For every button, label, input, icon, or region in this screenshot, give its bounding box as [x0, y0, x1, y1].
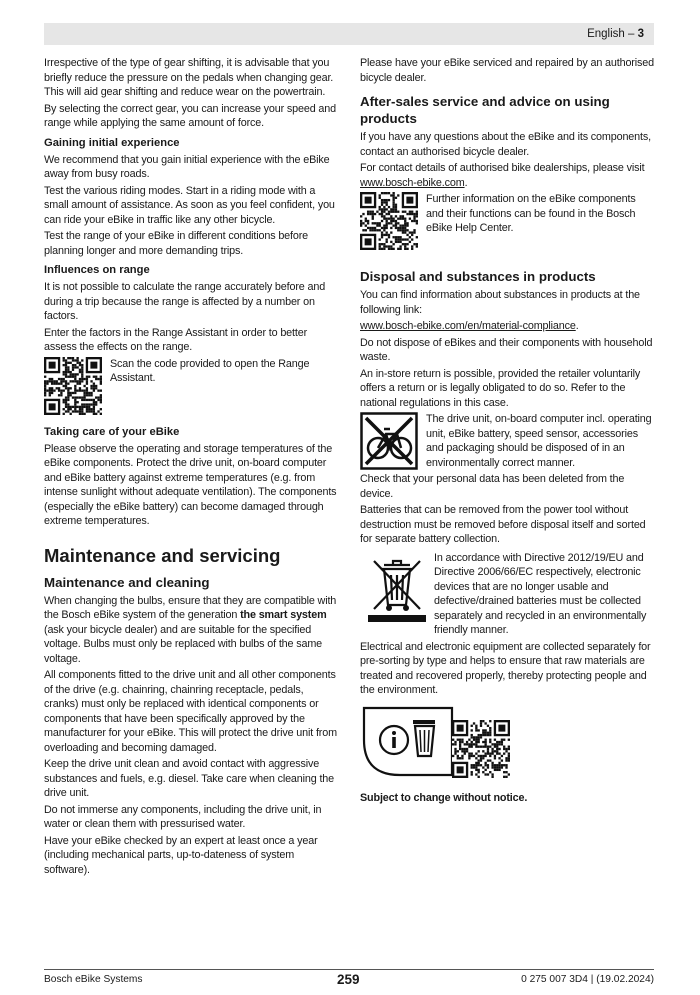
cleaning-paragraph-4: Do not immerse any components, including the drive unit, in water or clean them with pressurised water. — [44, 803, 322, 830]
disposal-paragraph-1: You can find information about substances in products at the following link: — [360, 289, 640, 316]
service-paragraph: Please have your eBike serviced and repaired by an authorised bicycle dealer. — [360, 57, 654, 84]
footer-document-ref: 0 275 007 3D4 | (19.02.2024) — [521, 974, 654, 985]
disposal-paragraph-3: An in-store return is possible, provided the retailer voluntarily offers a return or is legally obligated to do so. Refer to the national regulations in this case. — [360, 367, 641, 409]
range-qr-text: Scan the code provided to open the Range Assistant. — [110, 357, 310, 384]
range-assistant-qr-code-icon[interactable] — [44, 357, 102, 415]
care-paragraph: Please observe the operating and storage temperatures of the eBike components. Protect the drive unit, on-board computer and eBike battery against extreme temperatures (e.g. from intense sunlight without adequate ventilation). The components (especially the eBike battery) can become damaged through extreme temperatures. — [44, 442, 337, 527]
disposal-paragraph-4: Check that your personal data has been deleted from the device. — [360, 473, 625, 500]
range-paragraph-2: Enter the factors in the Range Assistant in order to better assess the effects on the range. — [44, 326, 308, 353]
aftersales-paragraph-2: For contact details of authorised bike dealerships, please visit www.bosch-ebike.com. — [360, 162, 645, 189]
intro-paragraph-2: By selecting the correct gear, you can increase your speed and range while applying the same amount of force. — [44, 102, 336, 129]
cleaning-paragraph-1: When changing the bulbs, ensure that they are compatible with the Bosch eBike system of the generation the smart system (ask your bicycle dealer) and are suitable for the specified voltage. Bulbs must only be replaced with bulbs of the same voltage. — [44, 594, 337, 665]
footer-brand: Bosch eBike Systems — [44, 974, 143, 985]
bosch-ebike-link[interactable]: www.bosch-ebike.com — [360, 176, 465, 189]
experience-paragraph-1: We recommend that you gain initial experience with the eBike away from busy roads. — [44, 153, 330, 180]
disposal-paragraph-6: Electrical and electronic equipment are collected separately for pre-sorting by type and helps to ensure that raw materials are treated and recovered properly, thereby protecting people and the environment. — [360, 640, 651, 696]
disposal-paragraph-2: Do not dispose of eBikes and their components with household waste. — [360, 336, 653, 363]
no-household-waste-ebike-icon — [360, 412, 418, 470]
experience-paragraph-2: Test the various riding modes. Start in a riding mode with a small amount of assistance. As soon as you feel confident, you can ride your eBike in traffic like any other bicycle. — [44, 184, 335, 226]
footer-page-number: 259 — [337, 972, 360, 987]
experience-heading: Gaining initial experience — [44, 136, 180, 149]
maintenance-title: Maintenance and servicing — [44, 544, 281, 566]
header-language: English — [587, 28, 625, 40]
material-compliance-link[interactable]: www.bosch-ebike.com/en/material-compliance — [360, 320, 576, 332]
weee-directive-text: In accordance with Directive 2012/19/EU and Directive 2006/66/EC respectively, electronic devices that are no longer usable and defective/drained batteries must be collected separately and recycled in an environmentally friendly manner. — [434, 551, 647, 636]
header-page-number: 3 — [637, 28, 644, 40]
help-center-text: Further information on the eBike components and their functions can be found in the Bosch eBike Help Center. — [426, 193, 636, 234]
header-text — [587, 27, 644, 41]
crossed-out-wheelie-bin-icon — [360, 551, 434, 629]
cleaning-paragraph-2: All components fitted to the drive unit and all other components of the drive (e.g. chainring, chainring receptacle, pedals, cranks) must only be replaced with identical components or components that have been specifically approved by the manufacturer for your eBike. This will protect the drive unit from overloading and becoming damaged. — [44, 669, 337, 754]
range-paragraph-1: It is not possible to calculate the range accurately before and during a trip because the range is affected by a number on factors. — [44, 281, 326, 322]
header-separator: – — [627, 28, 635, 40]
experience-paragraph-3: Test the range of your eBike in different conditions before planning longer and more demanding trips. — [44, 230, 309, 257]
intro-paragraph-1: Irrespective of the type of gear shifting, it is advisable that you briefly reduce the pressure on the pedals when changing gear. This will aid gear shifting and reduce wear on the powertrain. — [44, 57, 334, 98]
cleaning-paragraph-3: Keep the drive unit clean and avoid contact with aggressive substances and fuels, e.g. diesel. Take care when cleaning the drive unit. — [44, 758, 335, 799]
left-column — [44, 56, 339, 879]
change-notice: Subject to change without notice. — [360, 791, 528, 804]
disposal-paragraph-5: Batteries that can be removed from the power tool without destruction must be removed before disposal itself and sorted for separate battery collection. — [360, 504, 646, 545]
recycling-info-icon-box — [360, 706, 456, 777]
recycling-qr-code-icon[interactable] — [452, 720, 510, 778]
disposal-heading: Disposal and substances in products — [360, 269, 596, 284]
aftersales-paragraph-1: If you have any questions about the eBike and its components, contact an authorised bicycle dealer. — [360, 131, 651, 158]
page-header — [44, 23, 654, 45]
range-heading: Influences on range — [44, 264, 150, 276]
disposal-link-line: www.bosch-ebike.com/en/material-compliance. — [360, 320, 579, 332]
help-center-qr-code-icon[interactable] — [360, 192, 418, 250]
aftersales-heading: After-sales service and advice on using products — [360, 94, 610, 126]
footer-divider — [44, 969, 654, 970]
right-column — [360, 56, 655, 807]
cleaning-paragraph-5: Have your eBike checked by an expert at least once a year (including mechanical parts, up-to-dateness of system software). — [44, 834, 318, 876]
cleaning-heading: Maintenance and cleaning — [44, 574, 210, 590]
care-heading: Taking care of your eBike — [44, 425, 180, 438]
disposal-drive-text: The drive unit, on-board computer incl. operating unit, eBike battery, speed sensor, accessories and packaging should be disposed of in an environmentally correct manner. — [426, 413, 652, 469]
